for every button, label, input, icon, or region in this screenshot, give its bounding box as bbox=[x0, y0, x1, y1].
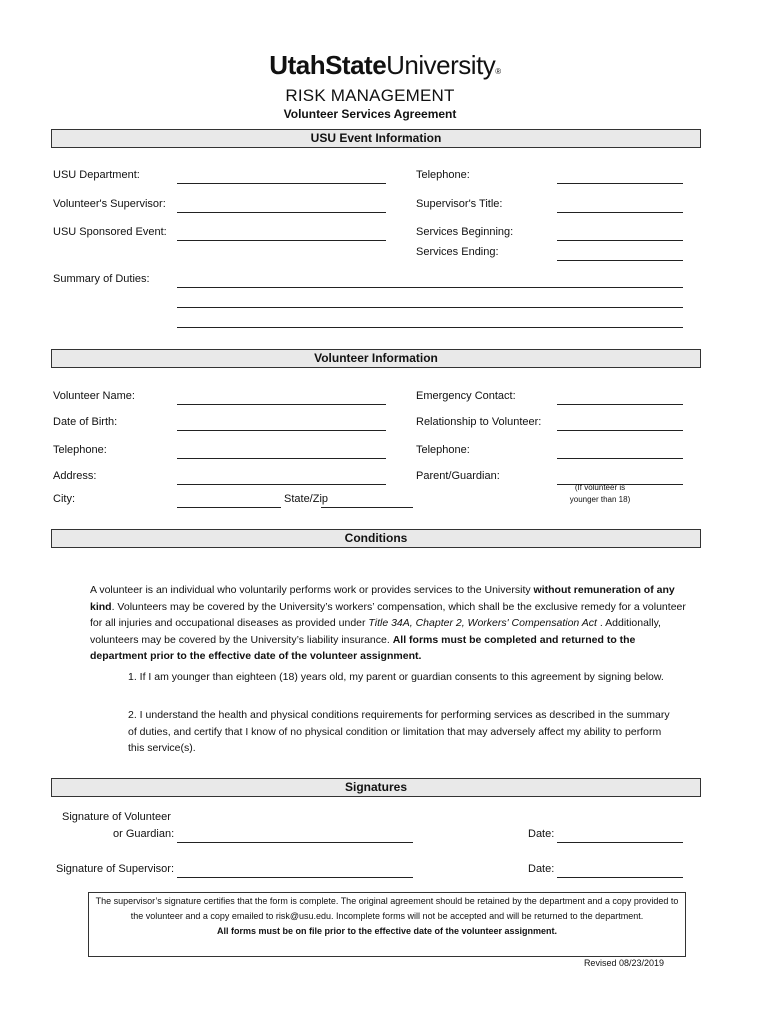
field-date-supervisor[interactable] bbox=[557, 877, 683, 878]
label-emergency-telephone: Telephone: bbox=[416, 444, 470, 456]
field-services-ending[interactable] bbox=[557, 260, 683, 261]
field-usu-department[interactable] bbox=[177, 183, 386, 184]
section-header-signatures: Signatures bbox=[51, 778, 701, 797]
conditions-text-3: . Additionally, volunteers may be covered by the University’s liability insurance. bbox=[90, 617, 661, 646]
label-sponsored-event: USU Sponsored Event: bbox=[53, 226, 167, 238]
field-supervisor-title[interactable] bbox=[557, 212, 683, 213]
field-summary-line-1[interactable] bbox=[177, 287, 683, 288]
usu-logo bbox=[0, 50, 770, 81]
label-volunteer-telephone: Telephone: bbox=[53, 444, 107, 456]
field-summary-line-2[interactable] bbox=[177, 307, 683, 308]
label-emergency-contact: Emergency Contact: bbox=[416, 390, 516, 402]
condition-item-2: 2. I understand the health and physical conditions requirements for performing services as described in the summary of duties, and certify that I know of no physical condition or limitation that may adversely affect my ability to perform this service(s). bbox=[128, 709, 670, 754]
guardian-note bbox=[548, 482, 652, 506]
field-relationship[interactable] bbox=[557, 430, 683, 431]
condition-item-1: 1. If I am younger than eighteen (18) years old, my parent or guardian consents to this agreement by signing below. bbox=[128, 671, 664, 683]
field-services-beginning[interactable] bbox=[557, 240, 683, 241]
section-header-event: USU Event Information bbox=[51, 129, 701, 148]
label-date-of-birth: Date of Birth: bbox=[53, 416, 118, 428]
conditions-italic: Title 34A, Chapter 2, Workers' Compensation Act bbox=[368, 617, 597, 629]
logo-registered-mark: ® bbox=[495, 67, 501, 76]
department-title: RISK MANAGEMENT bbox=[285, 86, 455, 105]
field-volunteer-supervisor[interactable] bbox=[177, 212, 386, 213]
document-title: Volunteer Services Agreement bbox=[283, 107, 457, 121]
field-volunteer-telephone[interactable] bbox=[177, 458, 386, 459]
label-supervisor-title: Supervisor's Title: bbox=[416, 198, 503, 210]
section-header-conditions: Conditions bbox=[51, 529, 701, 548]
field-emergency-contact[interactable] bbox=[557, 404, 683, 405]
label-date-supervisor: Date: bbox=[528, 863, 555, 875]
label-relationship: Relationship to Volunteer: bbox=[416, 416, 542, 428]
label-usu-department: USU Department: bbox=[53, 169, 140, 181]
field-signature-volunteer[interactable] bbox=[177, 842, 413, 843]
field-date-volunteer[interactable] bbox=[557, 842, 683, 843]
field-summary-line-3[interactable] bbox=[177, 327, 683, 328]
conditions-paragraph bbox=[90, 582, 690, 665]
section-header-volunteer: Volunteer Information bbox=[51, 349, 701, 368]
field-signature-supervisor[interactable] bbox=[177, 877, 413, 878]
logo-bold-text: UtahState bbox=[269, 50, 387, 80]
conditions-bold-2: All forms must be completed and returned to the department prior to the effective date of the volunteer assignment. bbox=[90, 633, 636, 662]
revision-date: Revised 08/23/2019 bbox=[583, 958, 664, 968]
field-city[interactable] bbox=[177, 507, 281, 508]
label-event-telephone: Telephone: bbox=[416, 169, 470, 181]
conditions-bold-1: without remuneration of any kind bbox=[90, 584, 675, 613]
field-date-of-birth[interactable] bbox=[177, 430, 386, 431]
conditions-text-2: . Volunteers may be covered by the University’s workers’ compensation, which shall be the exclusive remedy for a volunteer for all injuries and occupational diseases as provided under bbox=[90, 600, 686, 629]
notice-text: The supervisor’s signature certifies that the form is complete. The original agreement should be retained by the department and a copy provided to the volunteer and a copy emailed to risk@usu.edu. Incomplete forms will not be accepted and will be returned to the department. bbox=[95, 896, 679, 921]
field-state-zip[interactable] bbox=[321, 507, 413, 508]
notice-bold-text: All forms must be on file prior to the effective date of the volunteer assignment. bbox=[216, 926, 558, 936]
label-parent-guardian: Parent/Guardian: bbox=[416, 470, 500, 482]
label-volunteer-supervisor: Volunteer's Supervisor: bbox=[53, 198, 166, 210]
label-signature-volunteer: Signature of Volunteer bbox=[62, 811, 171, 823]
field-address[interactable] bbox=[177, 484, 386, 485]
label-services-ending: Services Ending: bbox=[416, 246, 499, 258]
label-address: Address: bbox=[53, 470, 97, 482]
label-summary-of-duties: Summary of Duties: bbox=[53, 273, 150, 285]
label-volunteer-name: Volunteer Name: bbox=[53, 390, 135, 402]
label-date-volunteer: Date: bbox=[528, 828, 555, 840]
supervisor-notice-box bbox=[88, 892, 686, 957]
label-city: City: bbox=[53, 493, 75, 505]
guardian-note-line-1: (If volunteer is bbox=[574, 483, 626, 492]
field-event-telephone[interactable] bbox=[557, 183, 683, 184]
label-services-beginning: Services Beginning: bbox=[416, 226, 514, 238]
field-sponsored-event[interactable] bbox=[177, 240, 386, 241]
label-state-zip: State/Zip bbox=[284, 493, 329, 505]
guardian-note-line-2: younger than 18) bbox=[569, 495, 631, 504]
field-volunteer-name[interactable] bbox=[177, 404, 386, 405]
conditions-text-1: A volunteer is an individual who voluntarily performs work or provides services to the University bbox=[90, 584, 534, 596]
label-or-guardian: or Guardian: bbox=[113, 828, 175, 840]
field-emergency-telephone[interactable] bbox=[557, 458, 683, 459]
label-signature-supervisor: Signature of Supervisor: bbox=[56, 863, 175, 875]
logo-regular-text: University bbox=[386, 50, 496, 80]
